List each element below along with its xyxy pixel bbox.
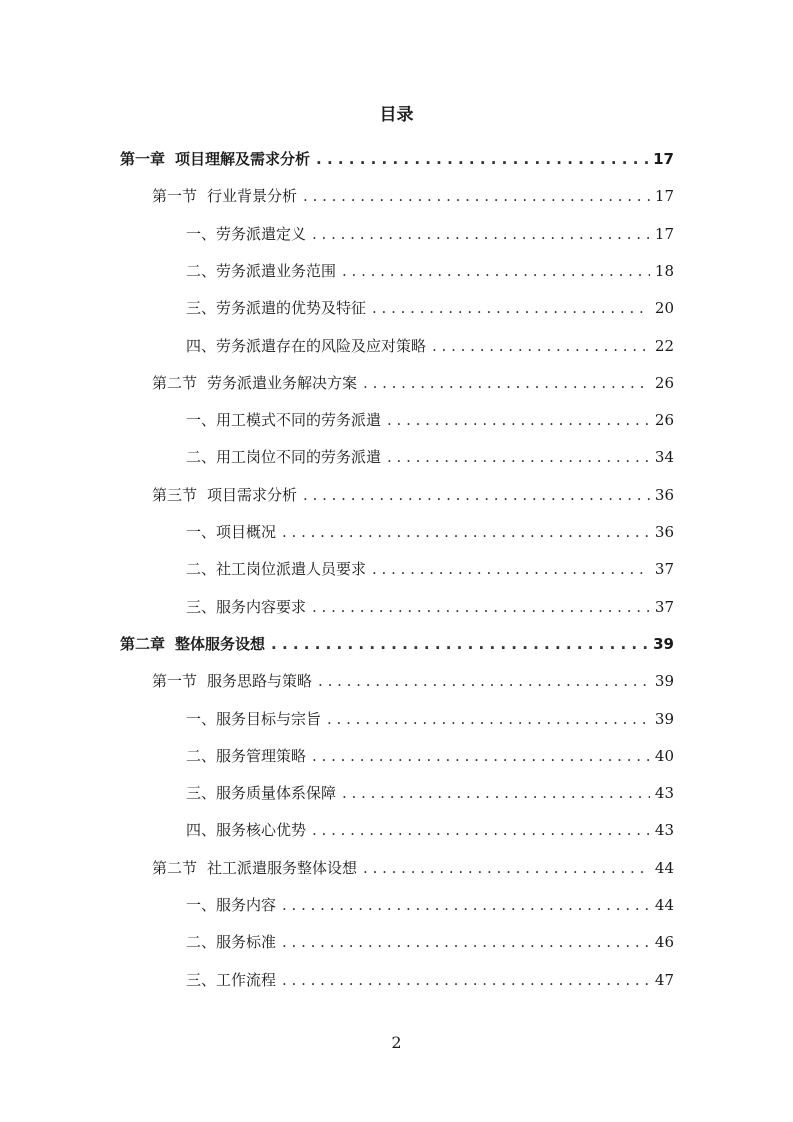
toc-leader-dots [342, 253, 650, 290]
toc-leader-dots [312, 738, 650, 775]
toc-entry[interactable] [152, 663, 674, 700]
toc-entry-label [186, 439, 381, 476]
page-title: 目录 [379, 105, 414, 125]
toc-entry[interactable] [186, 439, 674, 476]
toc-entry-number: 第二章 [120, 635, 166, 653]
toc-entry-number: 第二节 [152, 859, 198, 877]
toc-entry-page: 18 [654, 262, 674, 280]
toc-entry[interactable] [186, 551, 674, 588]
toc-leader-dots [372, 290, 650, 327]
toc-entry-text: 一、项目概况 [186, 523, 277, 541]
toc-entry-page: 46 [654, 933, 674, 951]
toc-entry-text: 社工派遣服务整体设想 [207, 859, 358, 877]
toc-entry-page: 37 [654, 560, 674, 578]
toc-leader-dots [312, 216, 650, 253]
toc-entry[interactable] [186, 701, 674, 738]
toc-entry[interactable] [186, 290, 674, 327]
toc-entry-text: 一、服务目标与宗旨 [186, 710, 322, 728]
toc-entry-page: 39 [654, 672, 674, 690]
toc-entry-page: 22 [654, 337, 674, 355]
toc-entry-label [152, 663, 312, 700]
toc-leader-dots [312, 812, 650, 849]
toc-entry-text: 二、服务管理策略 [186, 747, 307, 765]
toc-entry[interactable] [186, 962, 674, 999]
toc-leader-dots [282, 924, 650, 961]
toc-leader-dots [271, 626, 649, 663]
toc-entry-page: 44 [654, 859, 674, 877]
toc-entry-label [186, 812, 306, 849]
toc-entry-page: 43 [654, 821, 674, 839]
toc-entry-text: 项目理解及需求分析 [175, 150, 311, 168]
toc-entry-number: 第二节 [152, 374, 198, 392]
toc-entry-page: 36 [654, 486, 674, 504]
toc-entry-label [186, 328, 426, 365]
toc-entry-page: 20 [654, 299, 674, 317]
toc-leader-dots [312, 589, 650, 626]
toc-entry-text: 行业背景分析 [207, 187, 298, 205]
toc-entry-text: 项目需求分析 [207, 486, 298, 504]
toc-entry[interactable] [186, 402, 674, 439]
toc-entry-text: 一、用工模式不同的劳务派遣 [186, 411, 382, 429]
toc-entry-label [120, 626, 265, 663]
toc-entry-text: 三、劳务派遣的优势及特征 [186, 299, 367, 317]
toc-entry-text: 服务思路与策略 [207, 672, 313, 690]
toc-entry-page: 17 [654, 225, 674, 243]
toc-entry-label [152, 477, 297, 514]
toc-leader-dots [303, 477, 650, 514]
toc-entry-text: 二、社工岗位派遣人员要求 [186, 560, 367, 578]
toc-entry-page: 17 [654, 187, 674, 205]
toc-entry-text: 二、服务标准 [186, 933, 277, 951]
toc-leader-dots [387, 402, 650, 439]
toc-entry-label [186, 924, 276, 961]
toc-entry-label [152, 365, 357, 402]
toc-entry[interactable] [186, 514, 674, 551]
toc-entry-label [120, 141, 310, 178]
toc-entry-label [186, 887, 276, 924]
toc-entry-page: 34 [654, 448, 674, 466]
toc-entry-label [186, 775, 336, 812]
toc-entry-label [186, 290, 366, 327]
toc-entry[interactable] [186, 887, 674, 924]
toc-entry-number: 第一节 [152, 672, 198, 690]
toc-entry-text: 四、服务核心优势 [186, 821, 307, 839]
toc-entry-page: 17 [653, 150, 674, 168]
toc-leader-dots [387, 439, 650, 476]
toc-entry-label [186, 589, 306, 626]
toc-entry-label [186, 738, 306, 775]
toc-leader-dots [363, 850, 650, 887]
toc-entry-page: 40 [654, 747, 674, 765]
toc-entry[interactable] [186, 216, 674, 253]
toc-entry-text: 劳务派遣业务解决方案 [207, 374, 358, 392]
toc-entry-label [186, 514, 276, 551]
toc-leader-dots [282, 887, 650, 924]
toc-entry-text: 二、劳务派遣业务范围 [186, 262, 337, 280]
toc-entry[interactable] [186, 775, 674, 812]
toc-entry-label [186, 551, 366, 588]
toc-entry-number: 第一章 [120, 150, 166, 168]
toc-entry-page: 26 [654, 411, 674, 429]
toc-entry[interactable] [186, 589, 674, 626]
page-number: 2 [391, 1033, 402, 1052]
toc-leader-dots [372, 551, 650, 588]
toc-entry-text: 三、服务质量体系保障 [186, 784, 337, 802]
toc-entry-text: 整体服务设想 [175, 635, 266, 653]
toc-entry[interactable] [152, 477, 674, 514]
toc-entry-label [186, 253, 336, 290]
toc-entry-page: 43 [654, 784, 674, 802]
toc-leader-dots [303, 178, 650, 215]
toc-entry-page: 36 [654, 523, 674, 541]
toc-entry-label [186, 701, 321, 738]
toc-entry-number: 第三节 [152, 486, 198, 504]
toc-entry[interactable] [120, 626, 674, 663]
toc-leader-dots [316, 141, 649, 178]
toc-leader-dots [432, 328, 650, 365]
toc-entry[interactable] [152, 850, 674, 887]
toc-entry-label [152, 850, 357, 887]
toc-entry-text: 三、服务内容要求 [186, 598, 307, 616]
toc-entry[interactable] [152, 365, 674, 402]
toc-entry-label [186, 216, 306, 253]
toc-leader-dots [363, 365, 650, 402]
toc-entry[interactable] [120, 141, 674, 178]
toc-entry[interactable] [186, 738, 674, 775]
toc-entry-number: 第一节 [152, 187, 198, 205]
toc-entry-text: 一、劳务派遣定义 [186, 225, 307, 243]
toc-entry-label [186, 402, 381, 439]
toc-entry-page: 26 [654, 374, 674, 392]
toc-entry-page: 47 [654, 971, 674, 989]
toc-entry[interactable] [186, 812, 674, 849]
toc-entry[interactable] [186, 328, 674, 365]
toc-leader-dots [327, 701, 650, 738]
toc-entry-text: 三、工作流程 [186, 971, 277, 989]
toc-entry-page: 37 [654, 598, 674, 616]
toc-entry-label [186, 962, 276, 999]
toc-entry-label [152, 178, 297, 215]
toc-leader-dots [282, 962, 650, 999]
toc-entry[interactable] [186, 924, 674, 961]
toc-leader-dots [318, 663, 650, 700]
toc-entry-text: 一、服务内容 [186, 896, 277, 914]
toc-leader-dots [282, 514, 650, 551]
toc-entry[interactable] [186, 253, 674, 290]
toc-leader-dots [342, 775, 650, 812]
toc-entry-page: 44 [654, 896, 674, 914]
toc-entry-page: 39 [654, 710, 674, 728]
toc-entry-text: 四、劳务派遣存在的风险及应对策略 [186, 337, 427, 355]
toc-entry-text: 二、用工岗位不同的劳务派遣 [186, 448, 382, 466]
toc-entry-page: 39 [653, 635, 674, 653]
toc-entry[interactable] [152, 178, 674, 215]
